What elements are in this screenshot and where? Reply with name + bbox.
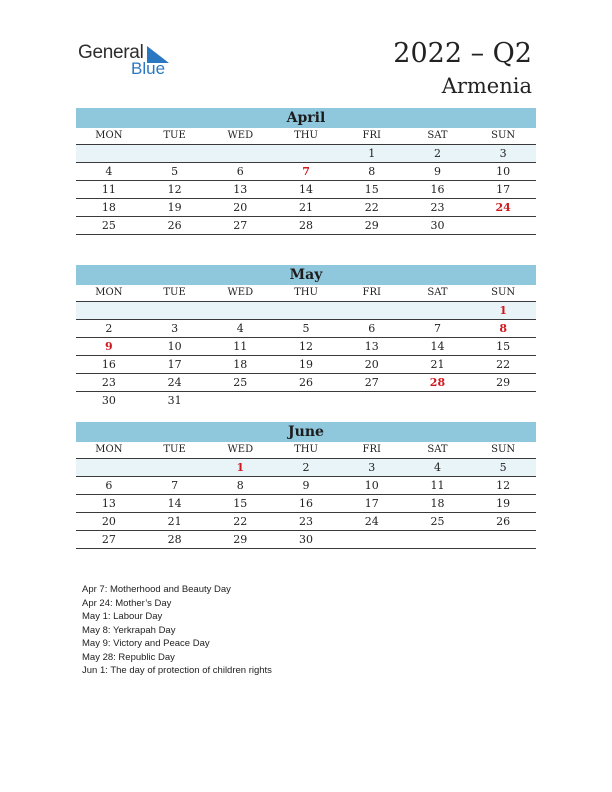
day-cell: 2	[433, 147, 441, 160]
day-cell: 1	[368, 147, 376, 160]
day-cell: 18	[430, 497, 445, 510]
brand-logo	[78, 42, 178, 80]
day-cell: 21	[167, 515, 182, 528]
month-header: June	[76, 422, 536, 442]
month-header: May	[76, 265, 536, 285]
weekday-label: SAT	[427, 444, 448, 455]
week-row	[76, 477, 536, 495]
day-cell	[273, 302, 339, 319]
brand-word-general: General	[78, 42, 144, 63]
day-cell: 19	[496, 497, 511, 510]
holiday-day-cell: 1	[236, 461, 245, 474]
day-cell: 17	[167, 358, 182, 371]
holiday-note: May 28: Republic Day	[82, 651, 175, 663]
holiday-note: Jun 1: The day of protection of children rights	[82, 665, 272, 676]
day-cell: 19	[167, 201, 182, 214]
weekday-label: SUN	[491, 444, 516, 455]
day-cell: 5	[302, 322, 310, 335]
day-cell	[273, 145, 339, 162]
day-cell	[405, 531, 471, 548]
week-row	[76, 392, 536, 409]
week-row	[76, 495, 536, 513]
day-cell: 18	[101, 201, 116, 214]
day-cell	[76, 145, 142, 162]
month-june	[76, 422, 536, 549]
weekday-label: SUN	[491, 287, 516, 298]
country-name: Armenia	[441, 74, 532, 98]
day-cell	[207, 145, 273, 162]
day-cell: 6	[105, 479, 113, 492]
day-cell	[405, 392, 471, 409]
day-cell: 10	[496, 165, 511, 178]
week-row	[76, 217, 536, 235]
day-cell: 20	[233, 201, 248, 214]
day-cell: 11	[101, 183, 116, 196]
weekday-label: FRI	[362, 130, 381, 141]
day-cell: 13	[233, 183, 248, 196]
weekday-label: WED	[227, 130, 254, 141]
day-cell: 29	[364, 219, 379, 232]
day-cell: 13	[101, 497, 116, 510]
day-cell: 16	[299, 497, 314, 510]
day-cell	[142, 302, 208, 319]
day-cell: 3	[368, 461, 376, 474]
weekday-label: WED	[227, 444, 254, 455]
day-cell: 22	[496, 358, 511, 371]
day-cell: 7	[171, 479, 179, 492]
day-cell: 23	[101, 376, 116, 389]
day-cell: 24	[167, 376, 182, 389]
day-cell: 19	[299, 358, 314, 371]
day-cell: 26	[299, 376, 314, 389]
day-cell: 14	[430, 340, 445, 353]
day-cell: 10	[167, 340, 182, 353]
holiday-day-cell: 7	[302, 165, 310, 178]
day-cell: 29	[496, 376, 511, 389]
day-cell: 28	[299, 219, 314, 232]
day-cell: 25	[101, 219, 116, 232]
weekday-row	[76, 442, 536, 459]
brand-word-blue: Blue	[131, 59, 166, 78]
day-cell: 25	[233, 376, 248, 389]
day-cell: 8	[236, 479, 244, 492]
day-cell: 3	[499, 147, 507, 160]
day-cell: 30	[101, 394, 116, 407]
weekday-label: FRI	[362, 287, 381, 298]
month-april	[76, 108, 536, 235]
holiday-notes	[82, 583, 272, 678]
day-cell: 23	[430, 201, 445, 214]
day-cell: 22	[233, 515, 248, 528]
month-may	[76, 265, 536, 409]
day-cell: 16	[430, 183, 445, 196]
day-cell: 15	[233, 497, 248, 510]
day-cell: 30	[430, 219, 445, 232]
holiday-note: May 1: Labour Day	[82, 611, 163, 622]
day-cell	[207, 302, 273, 319]
page-title: 2022 – Q2	[393, 38, 532, 69]
day-cell: 15	[364, 183, 379, 196]
holiday-note: Apr 24: Mother’s Day	[82, 597, 172, 609]
weekday-label: FRI	[362, 444, 381, 455]
day-cell: 27	[364, 376, 379, 389]
day-cell: 2	[302, 461, 310, 474]
day-cell: 13	[364, 340, 379, 353]
day-cell: 21	[299, 201, 314, 214]
day-cell: 20	[101, 515, 116, 528]
holiday-note: May 9: Victory and Peace Day	[82, 638, 210, 649]
day-cell: 31	[167, 394, 182, 407]
weekday-label: THU	[294, 287, 318, 298]
day-cell: 8	[368, 165, 376, 178]
holiday-note: Apr 7: Motherhood and Beauty Day	[82, 584, 231, 595]
day-cell	[339, 531, 405, 548]
day-cell	[273, 392, 339, 409]
week-row	[76, 338, 536, 356]
day-cell	[76, 302, 142, 319]
weekday-label: SUN	[491, 130, 516, 141]
holiday-day-cell: 28	[429, 376, 446, 389]
day-cell: 2	[105, 322, 113, 335]
day-cell: 23	[299, 515, 314, 528]
day-cell: 9	[433, 165, 441, 178]
day-cell	[339, 302, 405, 319]
week-row	[76, 145, 536, 163]
weekday-label: SAT	[427, 130, 448, 141]
day-cell	[470, 531, 536, 548]
weekday-label: TUE	[163, 287, 186, 298]
day-cell: 14	[299, 183, 314, 196]
weekday-label: WED	[227, 287, 254, 298]
day-cell: 5	[171, 165, 179, 178]
day-cell: 7	[433, 322, 441, 335]
day-cell: 16	[101, 358, 116, 371]
day-cell: 12	[496, 479, 511, 492]
day-cell	[207, 392, 273, 409]
weekday-label: THU	[294, 444, 318, 455]
day-cell: 27	[233, 219, 248, 232]
day-cell	[142, 145, 208, 162]
day-cell	[405, 302, 471, 319]
day-cell: 9	[302, 479, 310, 492]
day-cell: 4	[236, 322, 244, 335]
week-row	[76, 302, 536, 320]
day-cell: 28	[167, 533, 182, 546]
week-row	[76, 199, 536, 217]
day-cell	[470, 217, 536, 234]
day-cell: 15	[496, 340, 511, 353]
weekday-label: THU	[294, 130, 318, 141]
day-cell: 4	[105, 165, 113, 178]
day-cell: 24	[364, 515, 379, 528]
week-row	[76, 320, 536, 338]
day-cell: 5	[499, 461, 507, 474]
day-cell: 26	[167, 219, 182, 232]
weekday-label: MON	[95, 130, 123, 141]
day-cell: 14	[167, 497, 182, 510]
week-row	[76, 513, 536, 531]
day-cell: 17	[496, 183, 511, 196]
day-cell: 18	[233, 358, 248, 371]
week-row	[76, 163, 536, 181]
day-cell: 26	[496, 515, 511, 528]
week-row	[76, 531, 536, 549]
weekday-label: TUE	[163, 130, 186, 141]
day-cell: 11	[233, 340, 248, 353]
holiday-day-cell: 24	[495, 201, 511, 214]
day-cell: 29	[233, 533, 248, 546]
week-row	[76, 181, 536, 199]
day-cell: 11	[430, 479, 445, 492]
day-cell: 27	[101, 533, 116, 546]
day-cell: 25	[430, 515, 445, 528]
holiday-day-cell: 8	[499, 322, 507, 335]
holiday-day-cell: 9	[105, 340, 113, 353]
day-cell: 21	[430, 358, 445, 371]
day-cell: 12	[167, 183, 182, 196]
day-cell	[339, 392, 405, 409]
day-cell: 22	[364, 201, 379, 214]
day-cell	[470, 392, 536, 409]
weekday-row	[76, 128, 536, 145]
day-cell: 4	[433, 461, 441, 474]
holiday-note: May 8: Yerkrapah Day	[82, 624, 176, 636]
weekday-row	[76, 285, 536, 302]
day-cell: 6	[368, 322, 376, 335]
holiday-day-cell: 1	[499, 304, 507, 317]
day-cell: 30	[299, 533, 314, 546]
day-cell	[142, 459, 208, 476]
week-row	[76, 356, 536, 374]
weekday-label: SAT	[427, 287, 448, 298]
weekday-label: MON	[95, 287, 123, 298]
month-header: April	[76, 108, 536, 128]
day-cell: 3	[171, 322, 179, 335]
day-cell: 10	[364, 479, 379, 492]
week-row	[76, 374, 536, 392]
weekday-label: MON	[95, 444, 123, 455]
day-cell: 20	[364, 358, 379, 371]
weekday-label: TUE	[163, 444, 186, 455]
day-cell: 6	[236, 165, 244, 178]
day-cell: 17	[364, 497, 379, 510]
day-cell: 12	[299, 340, 314, 353]
week-row	[76, 459, 536, 477]
day-cell	[76, 459, 142, 476]
